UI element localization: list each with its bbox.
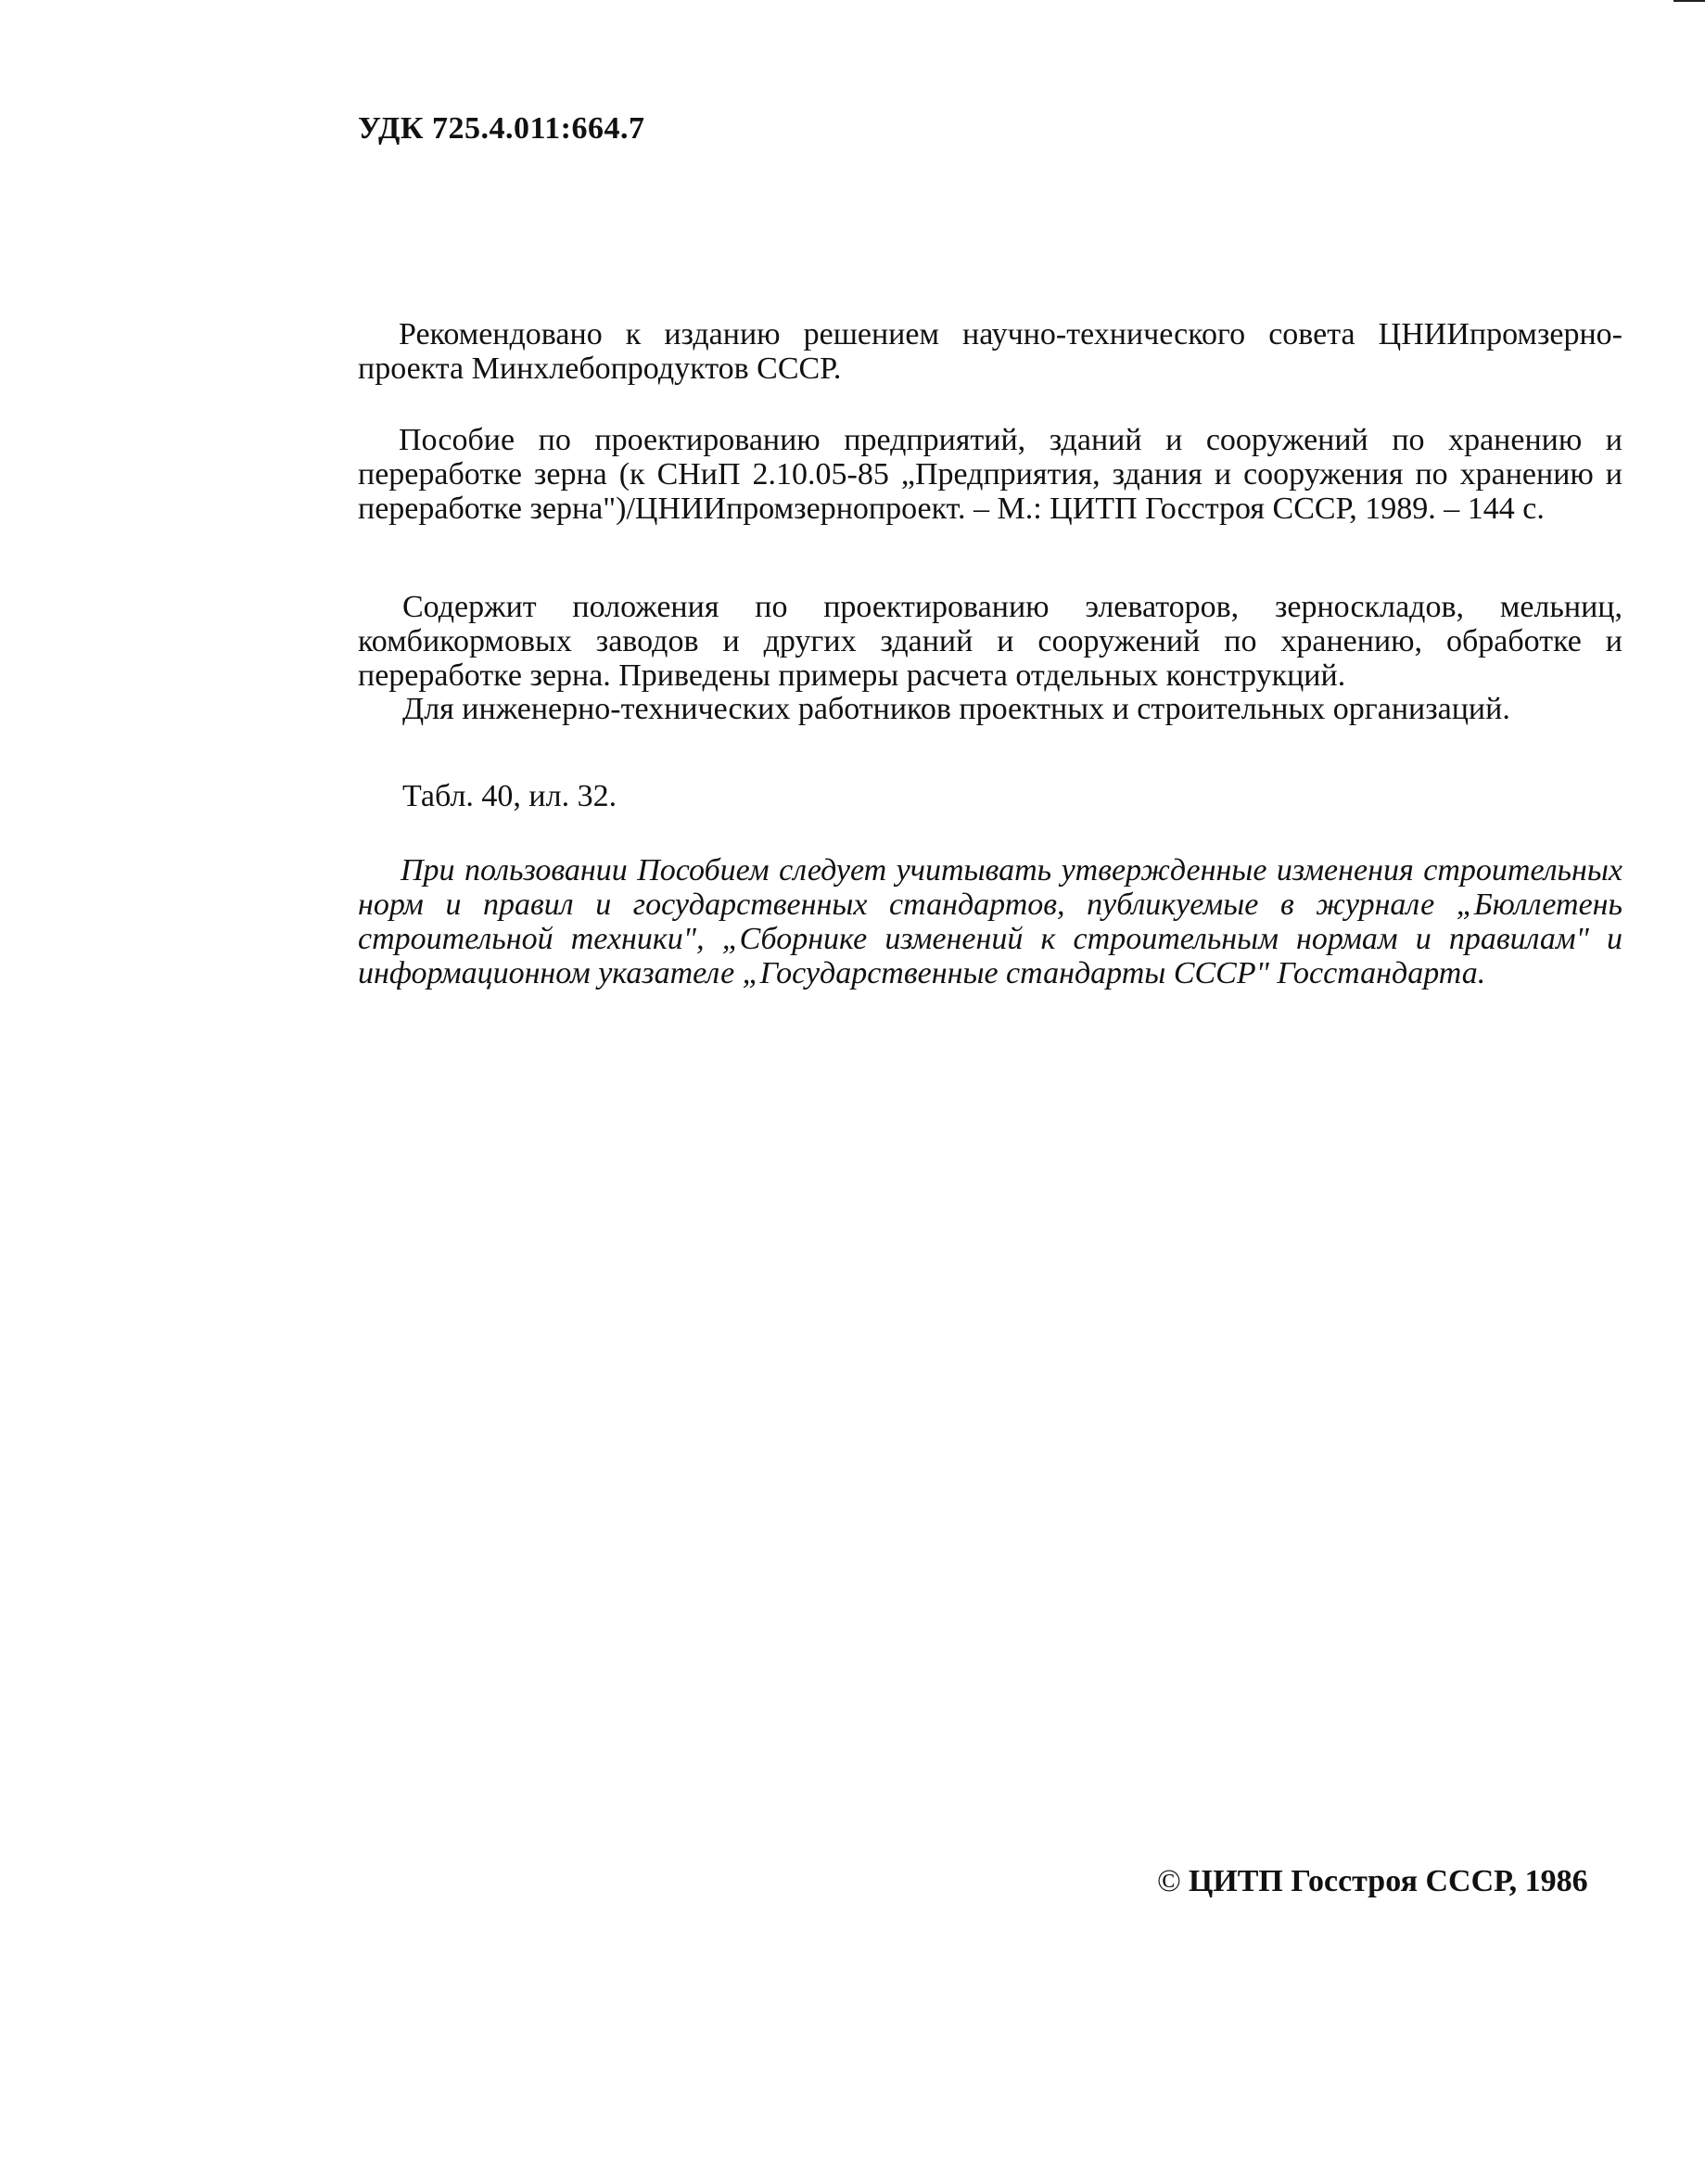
- edge-line: [1673, 0, 1705, 2]
- annotation-text: Содержит положения по проектированию элеваторов, зерноскладов, мельниц, комбикормовых заводов и других зданий и сооружений по хранению, обработке и переработке зерна. Приведены примеры расчета отдельных конструкций.: [358, 590, 1622, 693]
- bibliographic-description: Пособие по проектированию предприятий, зданий и сооружений по хранению и переработке зерна (к СНиП 2.10.05-85 „Предприятия, здания и сооружения по хранению и переработке зерна")/ЦНИИпромзернопроект. – М.: ЦИТП Госстроя СССР, 1989. – 144 с.: [358, 423, 1622, 526]
- audience-text: Для инженерно-технических работников проектных и строительных организаций.: [402, 692, 1510, 726]
- tables-illustrations-count: Табл. 40, ил. 32.: [402, 779, 617, 813]
- copyright-line: [1157, 1864, 1588, 1899]
- udk-code: УДК 725.4.011:664.7: [358, 111, 645, 146]
- copyright-symbol: ©: [1157, 1864, 1181, 1898]
- copyright-holder: ЦИТП Госстроя СССР, 1986: [1188, 1864, 1588, 1898]
- usage-notice: При пользовании Пособием следует учитывать утвержденные изменения строительных норм и правил и государственных стандартов, публикуемые в журнале „Бюллетень строительной техники", „Сборнике изменений к строительным нормам и правилам" и информационном указателе „Государственные стандарты СССР" Госстандарта.: [358, 853, 1622, 990]
- recommendation-text: Рекомендовано к изданию решением научно-технического совета ЦНИИпромзерно-проекта Минхлебопродуктов СССР.: [358, 317, 1622, 386]
